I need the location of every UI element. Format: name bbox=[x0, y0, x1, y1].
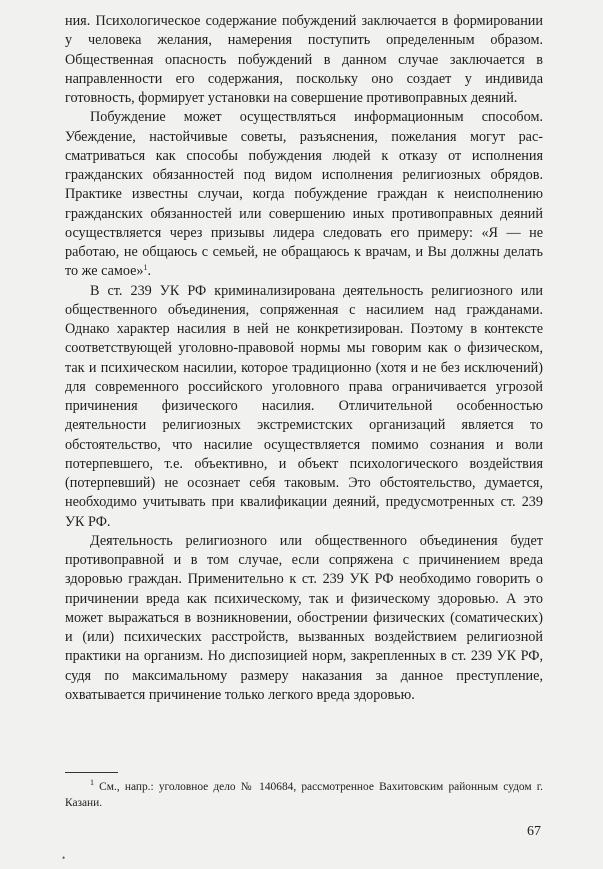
paragraph-1-text: ния. Психологическое содержание побуждений заключается в формировании у человека желания, намерения поступить определенным образом. Общественная опасность побуждений в данном случае заключается в направленности его содержания, поскольку оно создает у индивида готовность, формирует установки на совершение противоправных деяний. bbox=[65, 13, 543, 106]
footnote-body: См., напр.: уголовное дело № 140684, рассмотренное Вахитовским районным судом г. Казани. bbox=[65, 781, 543, 809]
paragraph-3 bbox=[65, 282, 543, 532]
paragraph-2-text: Побуждение может осуществляться информационным способом. Убеждение, настойчивые советы, разъяснения, пожелания могут рассматриваться как способы побуждения людей к отказу от исполнения гражданских обязанностей под видом исполнения религиозных обрядов. Практике известны случаи, когда побуждение граждан к неисполнению гражданских обязанностей или совершению иных противоправных деяний осуществляется через призывы лидера следовать его примеру: «Я — не работаю, не общаюсь с семьей, не обращаюсь к врачам, и Вы должны делать то же самое» bbox=[65, 109, 543, 280]
footnote-text bbox=[65, 780, 543, 811]
footnote bbox=[65, 780, 543, 811]
paragraph-3-text: В ст. 239 УК РФ криминализирована деятельность религиозного или общественного объединения, сопряженная с насилием над гражданами. Однако характер насилия в ней не конкретизирован. Поэтому в контексте соответствующей уголовно-правовой нормы мы говорим как о физическом, так и психическом насилии, которое традиционно (хотя и не без исключений) для современного российского уголовного права ограничивается угрозой причинения физического насилия. Отличительной особенностью деятельности религиозных экстремистских организаций является то обстоятельство, что насилие осуществляется помимо сознания и воли потерпевшего, т.е. объективно, и объект психологического воздействия (потерпевший) не осознает себя таковым. Это обстоятельство, думается, необходимо учитывать при квалификации деяний, предусмотренных ст. 239 УК РФ. bbox=[65, 282, 543, 530]
paragraph-4 bbox=[65, 532, 543, 705]
paragraph-1 bbox=[65, 12, 543, 108]
paragraph-2-end: . bbox=[147, 263, 152, 280]
footnote-marker: 1 bbox=[90, 778, 94, 787]
paragraph-4-text: Деятельность религиозного или общественного объединения будет противоправной и в том случае, если сопряжена с причинением вреда здоровью граждан. Применительно к ст. 239 УК РФ необходимо говорить о причинении вреда как психическому, так и физическому здоровью. А это может выражаться в возникновении, обострении физических (соматических) и (или) психических расстройств, вызванных воздействием религиозной практики на организм. Но диспозицией норм, закрепленных в ст. 239 УК РФ, судя по максимальному размеру наказания за данное преступление, охватывается причинение только легкого вреда здоровью. bbox=[65, 532, 543, 703]
body-text bbox=[65, 12, 543, 705]
footnote-reference: 1 bbox=[143, 263, 148, 273]
footnote-divider bbox=[65, 772, 118, 773]
paragraph-2 bbox=[65, 108, 543, 281]
page-number: 67 bbox=[527, 824, 541, 839]
corner-mark: • bbox=[62, 853, 66, 863]
